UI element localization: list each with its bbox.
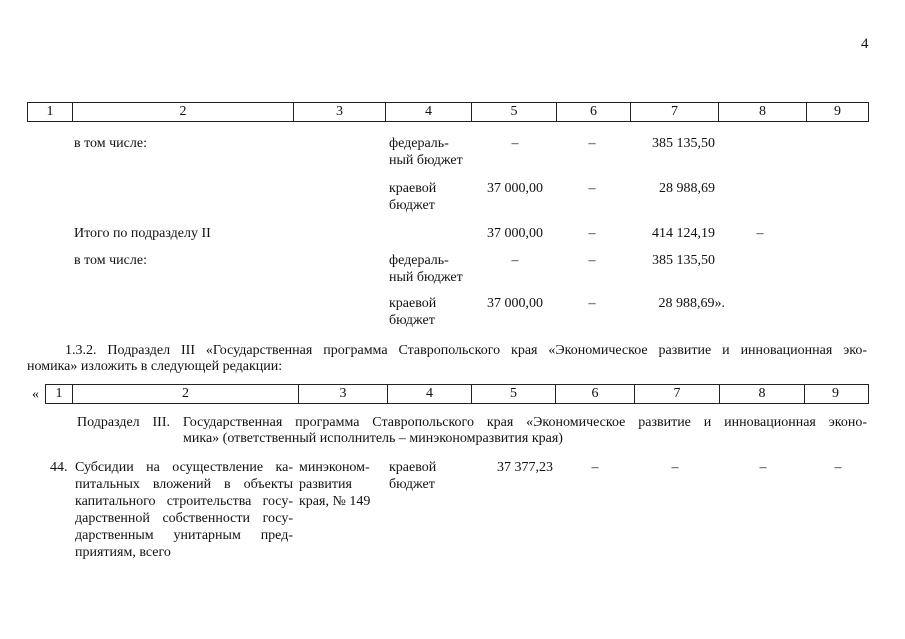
col-header-2: 2: [73, 385, 299, 403]
cell-col7: –: [671, 460, 679, 475]
cell-col6: –: [591, 460, 599, 475]
col-header-7: 7: [631, 103, 719, 121]
cell-col5: 37 000,00: [487, 181, 543, 196]
item-description-line: Субсидии на осуществление ка-: [75, 460, 293, 475]
item-description-line: дарственной собственности госу-: [75, 511, 293, 526]
cell-col6: –: [588, 136, 596, 151]
item-source: краевой бюджет: [389, 460, 437, 492]
cell-col6: –: [588, 226, 596, 241]
col-header-8: 8: [720, 385, 805, 403]
cell-col5: 37 000,00: [487, 226, 543, 241]
col-header-6: 6: [557, 103, 631, 121]
col-header-1: 1: [46, 385, 73, 403]
cell-col5: –: [511, 253, 519, 268]
cell-col9: –: [834, 460, 842, 475]
col-header-8: 8: [719, 103, 807, 121]
col-header-6: 6: [556, 385, 635, 403]
cell-col6: –: [588, 296, 596, 311]
amendment-paragraph-line2: номика» изложить в следующей редакции:: [27, 359, 283, 374]
col-header-3: 3: [294, 103, 386, 121]
col-header-9: 9: [834, 104, 841, 119]
row-source: федераль- ный бюджет: [389, 253, 463, 285]
amendment-paragraph-line1: 1.3.2. Подраздел III «Государственная программа Ставропольского края «Экономическое развитие и инновационная эко-: [65, 343, 867, 358]
item-description: [75, 459, 293, 561]
col-header-5: 5: [472, 385, 556, 403]
cell-col7: 414 124,19: [652, 226, 715, 241]
cell-col7: 28 988,69».: [658, 296, 725, 311]
cell-col7: 385 135,50: [652, 253, 715, 268]
col-header-7: 7: [635, 385, 720, 403]
row-source: краевой бюджет: [389, 181, 437, 213]
item-description-line: дарственным унитарным пред-: [75, 528, 293, 543]
cell-col5: 37 000,00: [487, 296, 543, 311]
col-header-5: 5: [472, 103, 557, 121]
cell-col5: –: [511, 136, 519, 151]
row-label: в том числе:: [74, 136, 147, 151]
cell-col7: 385 135,50: [652, 136, 715, 151]
subsection-title-line2: мика» (ответственный исполнитель – минэкономразвития края): [183, 431, 563, 446]
col-header-2: 2: [73, 103, 294, 121]
row-label: Итого по подразделу II: [74, 226, 211, 241]
cell-col6: –: [588, 253, 596, 268]
row-source: федераль- ный бюджет: [389, 136, 463, 168]
page-number: 4: [861, 36, 869, 52]
cell-col7: 28 988,69: [659, 181, 715, 196]
cell-col8: –: [756, 226, 764, 241]
col-header-1: 1: [28, 103, 73, 121]
column-header-row: [27, 102, 869, 122]
row-label: в том числе:: [74, 253, 147, 268]
subsection-title-line1: Подраздел III. Государственная программа Ставропольского края «Экономическое развитие и инновационная эконо-: [77, 415, 867, 430]
item-description-line: капитального строительства госу-: [75, 494, 293, 509]
col-header-4: 4: [388, 385, 472, 403]
column-header-row: [45, 384, 869, 404]
item-executor: минэконом- развития края, № 149: [299, 460, 371, 509]
item-description-line: приятиям, всего: [75, 545, 171, 560]
cell-col5: 37 377,23: [497, 460, 553, 475]
opening-quote: «: [32, 387, 39, 402]
cell-col8: –: [759, 460, 767, 475]
cell-col6: –: [588, 181, 596, 196]
col-header-9: 9: [832, 386, 839, 401]
row-source: краевой бюджет: [389, 296, 437, 328]
item-number: 44.: [50, 460, 68, 475]
item-description-line: питальных вложений в объекты: [75, 477, 293, 492]
col-header-4: 4: [386, 103, 472, 121]
col-header-3: 3: [299, 385, 388, 403]
